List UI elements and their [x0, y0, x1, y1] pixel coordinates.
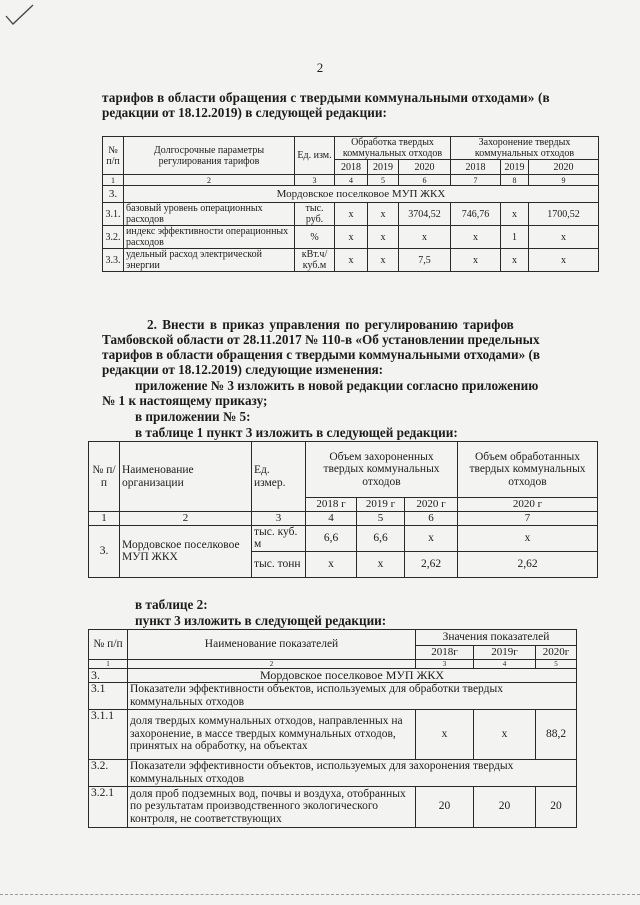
row-num: 3.1 — [89, 682, 128, 709]
column-number: 9 — [529, 175, 599, 186]
header-unit: Ед. изм. — [295, 137, 335, 175]
column-number: 2 — [120, 512, 252, 526]
header-values: Значения показателей — [416, 630, 577, 646]
group-title: Показатели эффективности объектов, используемых для обработки твердых коммунальных отходов — [128, 682, 577, 709]
value-cell: х — [399, 226, 451, 249]
column-number: 3 — [295, 175, 335, 186]
row-param: базовый уровень операционных расходов — [124, 203, 295, 226]
value-cell: х — [474, 709, 536, 759]
row-num: 3.1. — [103, 203, 124, 226]
column-number: 1 — [103, 175, 124, 186]
group-title: Показатели эффективности объектов, используемых для захоронения твердых коммунальных отходов — [128, 759, 577, 786]
section-num: 3. — [89, 668, 128, 682]
para2-line-7: в приложении № 5: — [135, 409, 251, 424]
value-cell: х — [501, 249, 529, 272]
year-cell: 2020 г — [458, 498, 598, 512]
column-number: 6 — [399, 175, 451, 186]
value-cell: х — [368, 203, 399, 226]
year-cell: 2020 — [399, 160, 451, 175]
header-processing: Обработка твердых коммунальных отходов — [335, 137, 451, 160]
section-num: 3. — [103, 186, 124, 203]
row-indicator: доля твердых коммунальных отходов, направленных на захоронение, в массе твердых коммунальных отходов, принятых на обработку, на объектах — [128, 709, 416, 759]
value-cell: х — [357, 551, 405, 577]
row-param: удельный расход электрической энергии — [124, 249, 295, 272]
handwritten-check-mark — [4, 2, 38, 30]
para2-line-5: приложение № 3 изложить в новой редакции согласно приложению — [135, 378, 539, 393]
value-cell: х — [335, 249, 368, 272]
value-cell: х — [529, 249, 599, 272]
value-cell: х — [335, 226, 368, 249]
value-cell: х — [335, 203, 368, 226]
header-processed-volume: Объем обработанных твердых коммунальных отходов — [458, 442, 598, 498]
header-burial-volume: Объем захороненных твердых коммунальных отходов — [306, 442, 458, 498]
value-cell: х — [451, 249, 501, 272]
year-cell: 2020г — [536, 646, 577, 660]
column-number: 1 — [89, 512, 120, 526]
para3-line-1: в таблице 2: — [135, 597, 208, 612]
para2-line-8: в таблице 1 пункт 3 изложить в следующей редакции: — [135, 425, 458, 440]
value-cell: х — [368, 249, 399, 272]
section-org-name: Мордовское поселковое МУП ЖКХ — [128, 668, 577, 682]
value-cell: х — [458, 525, 598, 551]
column-number: 3 — [416, 659, 474, 668]
year-cell: 2018 — [335, 160, 368, 175]
scan-edge-line — [0, 894, 640, 895]
row-unit: тыс. куб. м — [252, 525, 306, 551]
header-num: № п/п — [89, 442, 120, 512]
row-num: 3.1.1 — [89, 709, 128, 759]
year-cell: 2018 — [451, 160, 501, 175]
column-number: 5 — [368, 175, 399, 186]
para3-line-2: пункт 3 изложить в следующей редакции: — [135, 613, 387, 628]
row-unit: кВт.ч/ куб.м — [295, 249, 335, 272]
table-row — [89, 759, 577, 786]
value-cell: х — [306, 551, 357, 577]
row-unit: тыс. руб. — [295, 203, 335, 226]
column-number: 5 — [357, 512, 405, 526]
year-cell: 2019 г — [357, 498, 405, 512]
value-cell: х — [416, 709, 474, 759]
value-cell: х — [501, 203, 529, 226]
header-param: Долгосрочные параметры регулирования тарифов — [124, 137, 295, 175]
column-number: 2 — [128, 659, 416, 668]
column-number: 8 — [501, 175, 529, 186]
year-cell: 2019г — [474, 646, 536, 660]
table-row — [89, 709, 577, 759]
value-cell: х — [368, 226, 399, 249]
value-cell: х — [405, 525, 458, 551]
value-cell: 6,6 — [306, 525, 357, 551]
section-org-name: Мордовское поселковое МУП ЖКХ — [124, 186, 599, 203]
value-cell: 7,5 — [399, 249, 451, 272]
column-number: 2 — [124, 175, 295, 186]
indicators-table — [88, 629, 577, 828]
page-number: 2 — [316, 60, 324, 75]
value-cell: 746,76 — [451, 203, 501, 226]
header-unit: Ед. измер. — [252, 442, 306, 512]
year-cell: 2018 г — [306, 498, 357, 512]
year-cell: 2018г — [416, 646, 474, 660]
row-unit: % — [295, 226, 335, 249]
header-num: № п/п — [89, 630, 128, 660]
year-cell: 2019 — [368, 160, 399, 175]
para2-line-1: 2. Внести в приказ управления по регулированию тарифов — [147, 317, 514, 332]
row-org: Мордовское поселковое МУП ЖКХ — [120, 525, 252, 577]
value-cell: х — [529, 226, 599, 249]
year-cell: 2020 — [529, 160, 599, 175]
table-row — [89, 525, 598, 551]
value-cell: х — [451, 226, 501, 249]
para1-line-1: тарифов в области обращения с твердыми коммунальными отходами» (в — [102, 90, 550, 105]
value-cell: 6,6 — [357, 525, 405, 551]
column-number: 5 — [536, 659, 577, 668]
value-cell: 20 — [474, 786, 536, 827]
header-indicator-name: Наименование показателей — [128, 630, 416, 660]
row-num: 3.2. — [103, 226, 124, 249]
column-number: 4 — [474, 659, 536, 668]
value-cell: 1 — [501, 226, 529, 249]
year-cell: 2019 — [501, 160, 529, 175]
year-cell: 2020 г — [405, 498, 458, 512]
value-cell: 2,62 — [458, 551, 598, 577]
para2-line-6: № 1 к настоящему приказу; — [102, 393, 268, 408]
row-param: индекс эффективности операционных расходов — [124, 226, 295, 249]
table-row — [103, 203, 599, 226]
column-number: 7 — [451, 175, 501, 186]
column-number: 4 — [335, 175, 368, 186]
table-row — [103, 226, 599, 249]
value-cell: 20 — [416, 786, 474, 827]
volumes-table — [88, 441, 598, 578]
column-number: 4 — [306, 512, 357, 526]
row-num: 3.2. — [89, 759, 128, 786]
header-org: Наименование организации — [120, 442, 252, 512]
para1-line-2: редакции от 18.12.2019) в следующей редакции: — [102, 105, 387, 120]
row-num: 3.2.1 — [89, 786, 128, 827]
column-number: 1 — [89, 659, 128, 668]
row-num: 3. — [89, 525, 120, 577]
para2-line-3: тарифов в области обращения с твердыми коммунальными отходами» (в — [102, 347, 541, 362]
value-cell: 1700,52 — [529, 203, 599, 226]
para2-line-4: редакции от 18.12.2019) следующие изменения: — [102, 362, 384, 377]
value-cell: 20 — [536, 786, 577, 827]
row-num: 3.3. — [103, 249, 124, 272]
parameters-table — [102, 136, 599, 272]
table-row — [89, 682, 577, 709]
header-burial: Захоронение твердых коммунальных отходов — [451, 137, 599, 160]
column-number: 3 — [252, 512, 306, 526]
value-cell: 88,2 — [536, 709, 577, 759]
row-unit: тыс. тонн — [252, 551, 306, 577]
column-number: 6 — [405, 512, 458, 526]
column-number: 7 — [458, 512, 598, 526]
table-row — [103, 249, 599, 272]
table-row — [89, 786, 577, 827]
para2-line-2: Тамбовской области от 28.11.2017 № 110-в «Об установлении предельных — [102, 332, 540, 347]
value-cell: 3704,52 — [399, 203, 451, 226]
header-num: № п/п — [103, 137, 124, 175]
row-indicator: доля проб подземных вод, почвы и воздуха, отобранных по результатам производственного экологического контроля, не соответствующих — [128, 786, 416, 827]
value-cell: 2,62 — [405, 551, 458, 577]
